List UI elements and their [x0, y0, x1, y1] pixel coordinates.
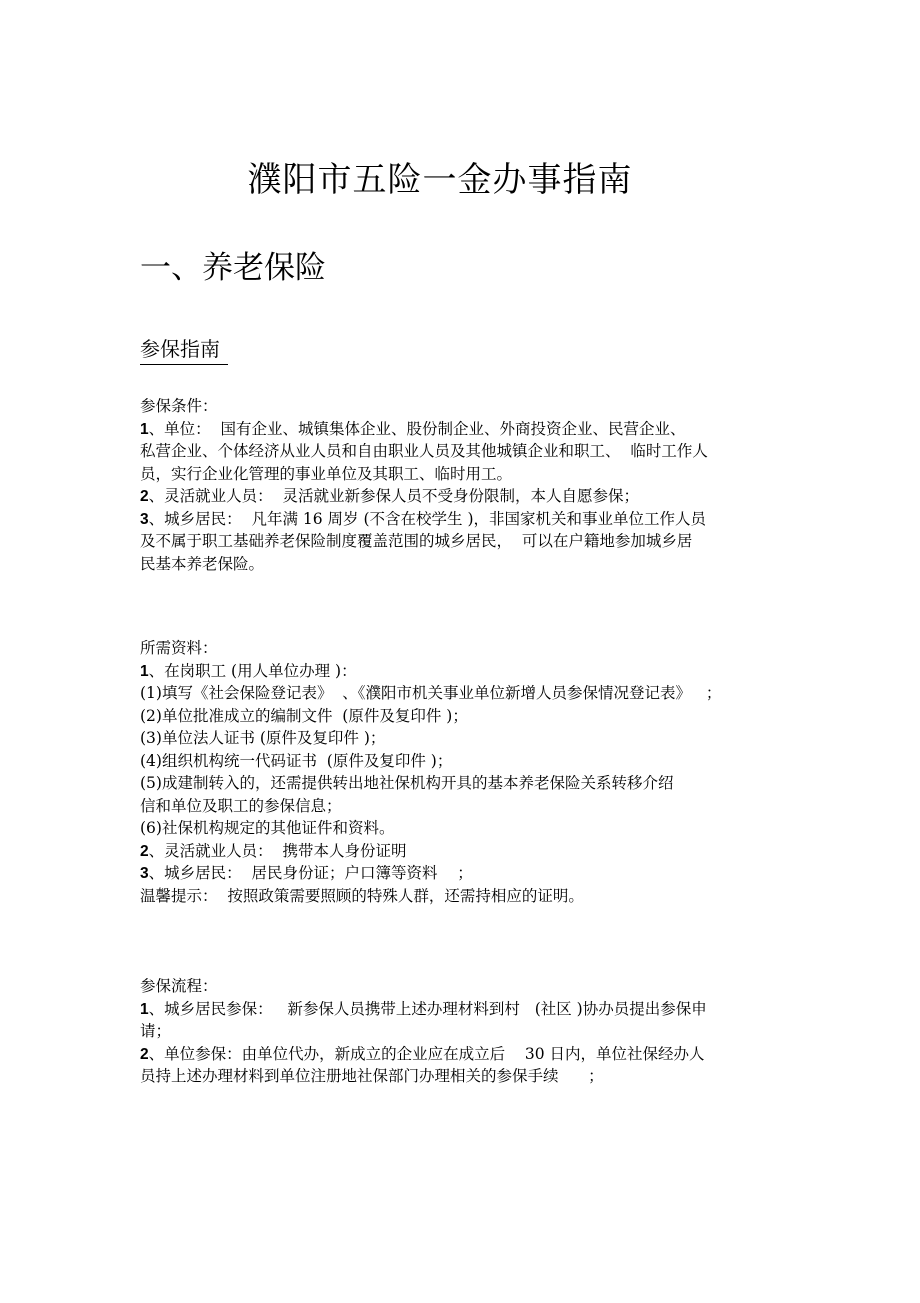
line-text: 民基本养老保险。	[140, 554, 265, 573]
materials-block	[140, 637, 790, 907]
process-heading: 参保流程：	[140, 977, 218, 995]
line-text: 、单位： 国有企业、城镇集体企业、股份制企业、外商投资企业、民营企业、	[148, 419, 686, 438]
conditions-block	[140, 395, 790, 575]
material-line	[140, 750, 790, 773]
material-line	[140, 727, 790, 750]
line-text: 请；	[140, 1022, 172, 1040]
process-line	[140, 1065, 790, 1088]
material-line	[140, 660, 790, 683]
condition-line	[140, 508, 790, 531]
line-text: (1)填写《社会保险登记表》 、《濮阳市机关事业单位新增人员参保情况登记表》 ；	[140, 684, 722, 702]
item-number: 3	[140, 865, 149, 882]
conditions-lines	[140, 418, 790, 576]
item-number: 2	[140, 1045, 149, 1063]
line-text: 员持上述办理材料到单位注册地社保部门办理相关的参保手续 ；	[140, 1067, 604, 1085]
line-text: 温馨提示： 按照政策需要照顾的特殊人群，还需持相应的证明。	[140, 886, 584, 905]
material-line	[140, 795, 790, 818]
process-line	[140, 1043, 790, 1066]
section-heading: 一、养老保险	[140, 250, 326, 286]
condition-line	[140, 418, 790, 441]
process-block	[140, 975, 790, 1088]
materials-lines	[140, 660, 790, 908]
line-text: (2)单位批准成立的编制文件 (原件及复印件 )；	[140, 706, 468, 725]
item-number: 3	[140, 510, 149, 528]
line-text: 、城乡居民： 凡年满 16 周岁 (不含在校学生 )，非国家机关和事业单位工作人员	[148, 509, 707, 528]
conditions-heading: 参保条件：	[140, 397, 218, 415]
item-number: 1	[140, 420, 149, 438]
line-text: 及不属于职工基础养老保险制度覆盖范围的城乡居民， 可以在户籍地参加城乡居	[140, 532, 693, 550]
material-line	[140, 682, 790, 705]
line-text: 信和单位及职工的参保信息；	[140, 796, 342, 815]
line-text: (5)成建制转入的，还需提供转出地社保机构开具的基本养老保险关系转移介绍	[140, 774, 674, 792]
condition-line	[140, 440, 790, 463]
line-text: (4)组织机构统一代码证书 (原件及复印件 )；	[140, 751, 453, 770]
process-line	[140, 1020, 790, 1043]
document-title: 濮阳市五险一金办事指南	[247, 160, 633, 200]
condition-line	[140, 553, 790, 576]
line-text: 、城乡居民： 居民身份证；户口簿等资料 ；	[148, 864, 473, 882]
condition-line	[140, 530, 790, 553]
subsection-heading: 参保指南	[140, 334, 228, 365]
line-text: (3)单位法人证书 (原件及复印件 )；	[140, 729, 386, 747]
condition-line	[140, 463, 790, 486]
line-text: 员，实行企业化管理的事业单位及其职工、临时用工。	[140, 464, 513, 483]
material-line	[140, 840, 790, 863]
item-number: 2	[140, 488, 149, 505]
line-text: (6)社保机构规定的其他证件和资料。	[140, 819, 395, 837]
process-line	[140, 998, 790, 1021]
line-text: 、灵活就业人员： 携带本人身份证明	[148, 841, 407, 860]
item-number: 2	[140, 842, 149, 860]
item-number: 1	[140, 1000, 149, 1018]
line-text: 、在岗职工 (用人单位办理 )：	[148, 661, 357, 680]
line-text: 、城乡居民参保： 新参保人员携带上述办理材料到村 (社区 )协办员提出参保申	[148, 999, 707, 1018]
material-line	[140, 705, 790, 728]
material-line	[140, 817, 790, 840]
line-text: 、单位参保：由单位代办，新成立的企业应在成立后 30 日内，单位社保经办人	[148, 1044, 705, 1063]
material-line	[140, 885, 790, 908]
material-line	[140, 772, 790, 795]
process-lines	[140, 998, 790, 1088]
item-number: 1	[140, 662, 149, 680]
condition-line	[140, 485, 790, 508]
materials-heading: 所需资料：	[140, 639, 218, 657]
material-line	[140, 862, 790, 885]
line-text: 私营企业、个体经济从业人员和自由职业人员及其他城镇企业和职工、 临时工作人	[140, 442, 708, 460]
line-text: 、灵活就业人员： 灵活就业新参保人员不受身份限制，本人自愿参保；	[148, 487, 639, 505]
